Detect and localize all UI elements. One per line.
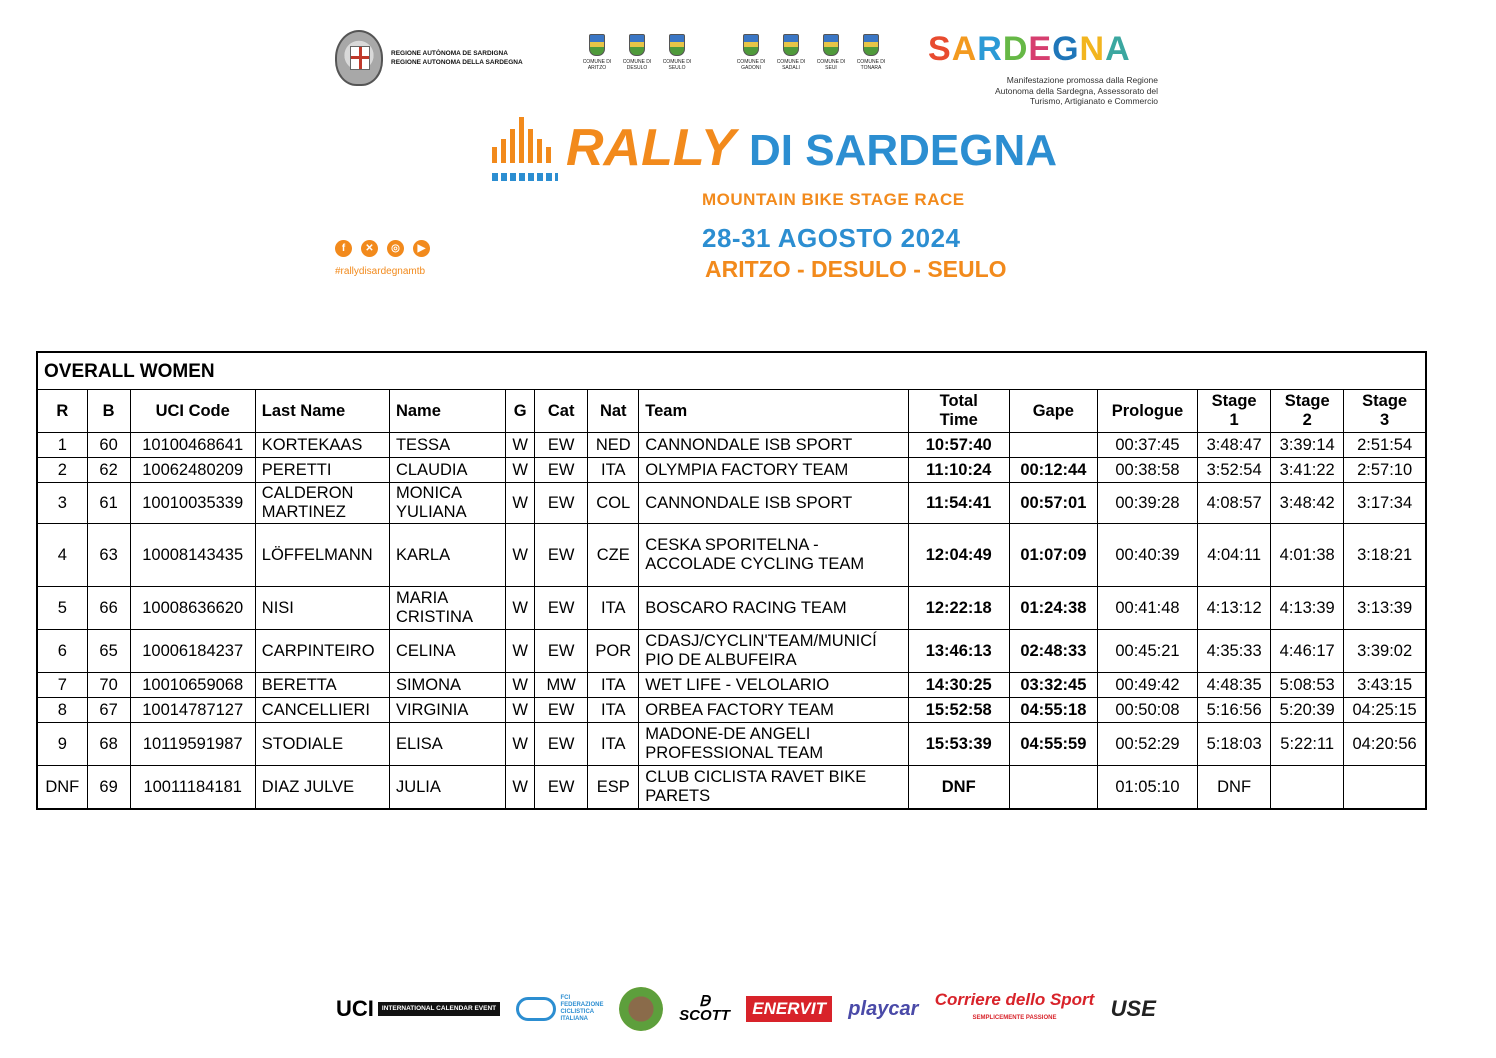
gape-cell: 01:24:38 [1009,587,1097,630]
promo-line: Manifestazione promossa dalla Regione [1006,75,1158,85]
last-name-cell: KORTEKAAS [255,433,389,458]
corriere-word: Corriere dello Sport [934,990,1095,1009]
col-stage-1-line2: 1 [1229,411,1239,429]
promo-line: Turismo, Artigianato e Commercio [1029,96,1158,106]
rank-cell: 4 [37,524,87,587]
last-name-cell: CALDERON MARTINEZ [255,483,389,524]
stage-2-cell: 4:01:38 [1271,524,1344,587]
category-cell: EW [535,698,588,723]
table-title: OVERALL WOMEN [37,352,1426,390]
total-time-cell: 15:52:58 [908,698,1009,723]
gape-cell [1009,433,1097,458]
name-cell: JULIA [389,766,505,810]
bib-cell: 69 [87,766,130,810]
last-name-cell: PERETTI [255,458,389,483]
name-cell: VIRGINIA [389,698,505,723]
corriere-logo [935,991,1095,1027]
category-cell: EW [535,433,588,458]
bib-cell: 70 [87,673,130,698]
table-row [37,524,1426,587]
col-gender: G [506,390,535,433]
coat-of-arms-icon [743,34,759,56]
stage-2-cell: 5:20:39 [1271,698,1344,723]
table-row [37,433,1426,458]
stage-1-cell: 4:35:33 [1198,630,1271,673]
name-cell: ELISA [389,723,505,766]
table-row [37,766,1426,810]
enervit-logo: ENERVIT [746,996,832,1022]
stage-2-cell: 3:48:42 [1271,483,1344,524]
sponsor-bar [336,986,1156,1032]
stage-2-cell: 5:22:11 [1271,723,1344,766]
col-category: Cat [535,390,588,433]
bib-cell: 62 [87,458,130,483]
uci-code-cell: 10006184237 [130,630,255,673]
category-cell: MW [535,673,588,698]
stage-1-cell: 5:18:03 [1198,723,1271,766]
table-row [37,587,1426,630]
stage-2-cell: 3:41:22 [1271,458,1344,483]
nation-cell: CZE [588,524,639,587]
table-row [37,483,1426,524]
social-icons [335,240,430,257]
last-name-cell: BERETTA [255,673,389,698]
stage-1-cell: DNF [1198,766,1271,810]
category-cell: EW [535,524,588,587]
category-cell: EW [535,458,588,483]
comune-gadoni: COMUNE DI GADONI [736,34,766,71]
stage-2-cell [1271,766,1344,810]
uci-calendar-badge: INTERNATIONAL CALENDAR EVENT [378,1002,500,1016]
nation-cell: ITA [588,723,639,766]
uci-code-cell: 10062480209 [130,458,255,483]
uci-word: UCI [336,996,374,1021]
uci-code-cell: 10119591987 [130,723,255,766]
stage-3-cell: 2:51:54 [1344,433,1426,458]
nation-cell: ESP [588,766,639,810]
stage-2-cell: 4:46:17 [1271,630,1344,673]
nation-cell: ITA [588,458,639,483]
prologue-cell: 00:49:42 [1097,673,1197,698]
promotion-note [940,75,1158,107]
comuni-group-1 [582,34,692,71]
gape-cell: 00:57:01 [1009,483,1097,524]
col-total-time-line2: Time [939,411,978,429]
uci-code-cell: 10010035339 [130,483,255,524]
col-total-time-line1: Total [939,392,978,410]
col-rank: R [37,390,87,433]
team-cell: WET LIFE - VELOLARIO [639,673,908,698]
gender-cell: W [506,698,535,723]
rank-cell: 2 [37,458,87,483]
name-cell: MONICA YULIANA [389,483,505,524]
category-cell: EW [535,723,588,766]
stage-1-cell: 4:48:35 [1198,673,1271,698]
gape-cell [1009,766,1097,810]
stage-1-cell: 3:52:54 [1198,458,1271,483]
coat-of-arms-icon [863,34,879,56]
category-cell: EW [535,630,588,673]
fci-bike-icon [516,997,556,1021]
name-cell: KARLA [389,524,505,587]
team-cell: CLUB CICLISTA RAVET BIKE PARETS [639,766,908,810]
last-name-cell: STODIALE [255,723,389,766]
team-cell: CANNONDALE ISB SPORT [639,433,908,458]
scott-word: SCOTT [679,1007,730,1024]
prologue-cell: 00:50:08 [1097,698,1197,723]
scott-logo: Ꟈ SCOTT [679,993,730,1024]
uci-code-cell: 10010659068 [130,673,255,698]
col-stage-1 [1198,390,1271,433]
stage-1-cell: 3:48:47 [1198,433,1271,458]
name-cell: CELINA [389,630,505,673]
table-row [37,458,1426,483]
fci-logo [516,995,602,1023]
gape-cell: 00:12:44 [1009,458,1097,483]
col-team: Team [639,390,908,433]
header-row [37,390,1426,433]
comune-tonara: COMUNE DI TONARA [856,34,886,71]
stage-1-cell: 4:13:12 [1198,587,1271,630]
last-name-cell: LÖFFELMANN [255,524,389,587]
gape-cell: 02:48:33 [1009,630,1097,673]
gender-cell: W [506,723,535,766]
col-stage-2-line1: Stage [1284,392,1330,410]
prologue-cell: 01:05:10 [1097,766,1197,810]
use-logo: USE [1110,996,1156,1021]
stage-3-cell: 04:20:56 [1344,723,1426,766]
comune-sadali: COMUNE DI SADALI [776,34,806,71]
event-title-sardegna: DI SARDEGNA [748,126,1058,175]
category-cell: EW [535,483,588,524]
region-logo [335,28,545,88]
col-bib: B [87,390,130,433]
event-title [566,120,1057,179]
stage-3-cell: 04:25:15 [1344,698,1426,723]
last-name-cell: CARPINTEIRO [255,630,389,673]
hashtag: #rallydisardegnamtb [335,266,426,277]
comune-desulo: COMUNE DI DESULO [622,34,652,71]
table-row [37,673,1426,698]
stage-1-cell: 5:16:56 [1198,698,1271,723]
gender-cell: W [506,483,535,524]
name-cell: TESSA [389,433,505,458]
rank-cell: 3 [37,483,87,524]
gape-cell: 04:55:18 [1009,698,1097,723]
team-cell: BOSCARO RACING TEAM [639,587,908,630]
last-name-cell: NISI [255,587,389,630]
event-title-rally: RALLY [566,119,735,177]
total-time-cell: 12:04:49 [908,524,1009,587]
stage-1-cell: 4:04:11 [1198,524,1271,587]
col-nation: Nat [588,390,639,433]
prologue-cell: 00:52:29 [1097,723,1197,766]
rank-cell: 6 [37,630,87,673]
name-cell: SIMONA [389,673,505,698]
nation-cell: ITA [588,587,639,630]
event-dates: 28-31 AGOSTO 2024 [702,223,961,253]
x-icon[interactable]: ✕ [361,240,378,257]
team-cell: ORBEA FACTORY TEAM [639,698,908,723]
comune-seui: COMUNE DI SEUI [816,34,846,71]
bib-cell: 68 [87,723,130,766]
gape-cell: 01:07:09 [1009,524,1097,587]
rank-cell: 9 [37,723,87,766]
stage-2-cell: 4:13:39 [1271,587,1344,630]
team-cell: CDASJ/CYCLIN'TEAM/MUNICÍ PIO DE ALBUFEIRA [639,630,908,673]
category-cell: EW [535,587,588,630]
table-row [37,723,1426,766]
nation-cell: COL [588,483,639,524]
uci-logo [336,996,500,1022]
gender-cell: W [506,766,535,810]
col-last-name: Last Name [255,390,389,433]
gender-cell: W [506,630,535,673]
col-prologue: Prologue [1097,390,1197,433]
team-cell: OLYMPIA FACTORY TEAM [639,458,908,483]
col-stage-2 [1271,390,1344,433]
event-subtitle: MOUNTAIN BIKE STAGE RACE [702,190,965,209]
last-name-cell: DIAZ JULVE [255,766,389,810]
gender-cell: W [506,433,535,458]
category-cell: EW [535,766,588,810]
total-time-cell: 13:46:13 [908,630,1009,673]
rank-cell: 5 [37,587,87,630]
total-time-cell: 15:53:39 [908,723,1009,766]
team-cell: MADONE-DE ANGELI PROFESSIONAL TEAM [639,723,908,766]
coat-of-arms-icon [823,34,839,56]
playcar-logo: playcar [848,997,919,1020]
rank-cell: 8 [37,698,87,723]
stage-3-cell: 2:57:10 [1344,458,1426,483]
fci-text: FCI FEDERAZIONE CICLISTICA ITALIANA [560,995,604,1022]
park-emblem-icon [619,987,663,1031]
total-time-cell: 14:30:25 [908,673,1009,698]
rank-cell: 7 [37,673,87,698]
stage-3-cell [1344,766,1426,810]
comuni-group-2 [736,34,886,71]
facebook-icon[interactable]: f [335,240,352,257]
coat-of-arms-icon [629,34,645,56]
comune-aritzo: COMUNE DI ARITZO [582,34,612,71]
col-stage-3 [1344,390,1426,433]
last-name-cell: CANCELLIERI [255,698,389,723]
stage-3-cell: 3:18:21 [1344,524,1426,587]
total-time-cell: DNF [908,766,1009,810]
col-gape: Gape [1009,390,1097,433]
prologue-cell: 00:38:58 [1097,458,1197,483]
gender-cell: W [506,524,535,587]
bib-cell: 61 [87,483,130,524]
event-towns: ARITZO - DESULO - SEULO [705,256,1007,282]
nation-cell: POR [588,630,639,673]
name-cell: MARIA CRISTINA [389,587,505,630]
stage-2-cell: 3:39:14 [1271,433,1344,458]
col-stage-1-line1: Stage [1211,392,1257,410]
stage-3-cell: 3:17:34 [1344,483,1426,524]
stage-3-cell: 3:13:39 [1344,587,1426,630]
total-time-cell: 12:22:18 [908,587,1009,630]
bib-cell: 67 [87,698,130,723]
uci-code-cell: 10008636620 [130,587,255,630]
youtube-icon[interactable]: ▶ [413,240,430,257]
col-name: Name [389,390,505,433]
name-cell: CLAUDIA [389,458,505,483]
stage-2-cell: 5:08:53 [1271,673,1344,698]
corriere-tagline: SEMPLICEMENTE PASSIONE [972,1015,1057,1021]
table-row [37,630,1426,673]
uci-code-cell: 10014787127 [130,698,255,723]
region-crest-icon [335,30,383,86]
team-cell: CESKA SPORITELNA - ACCOLADE CYCLING TEAM [639,524,908,587]
coat-of-arms-icon [589,34,605,56]
uci-code-cell: 10100468641 [130,433,255,458]
total-time-cell: 11:54:41 [908,483,1009,524]
bib-cell: 65 [87,630,130,673]
nation-cell: ITA [588,698,639,723]
comune-seulo: COMUNE DI SEULO [662,34,692,71]
nation-cell: NED [588,433,639,458]
col-stage-3-line2: 3 [1380,411,1390,429]
team-cell: CANNONDALE ISB SPORT [639,483,908,524]
bib-cell: 66 [87,587,130,630]
prologue-cell: 00:39:28 [1097,483,1197,524]
bib-cell: 63 [87,524,130,587]
uci-code-cell: 10011184181 [130,766,255,810]
bib-cell: 60 [87,433,130,458]
rank-cell: DNF [37,766,87,810]
gender-cell: W [506,673,535,698]
prologue-cell: 00:41:48 [1097,587,1197,630]
col-stage-3-line1: Stage [1362,392,1408,410]
stage-1-cell: 4:08:57 [1198,483,1271,524]
stage-3-cell: 3:39:02 [1344,630,1426,673]
gender-cell: W [506,587,535,630]
promo-line: Autonoma della Sardegna, Assessorato del [994,85,1158,96]
coat-of-arms-icon [783,34,799,56]
results-table [36,351,1427,810]
gape-cell: 04:55:59 [1009,723,1097,766]
region-name-italian: REGIONE AUTONOMA DELLA SARDEGNA [391,59,523,66]
stage-3-cell: 3:43:15 [1344,673,1426,698]
prologue-cell: 00:37:45 [1097,433,1197,458]
table-row [37,698,1426,723]
sardegna-logo: SARDEGNA [928,30,1131,68]
rank-cell: 1 [37,433,87,458]
instagram-icon[interactable]: ◎ [387,240,404,257]
gape-cell: 03:32:45 [1009,673,1097,698]
region-name-sardinian: REGIONE AUTÒNOMA DE SARDIGNA [391,50,508,57]
rally-bars-icon [492,113,558,181]
total-time-cell: 10:57:40 [908,433,1009,458]
prologue-cell: 00:40:39 [1097,524,1197,587]
coat-of-arms-icon [669,34,685,56]
col-stage-2-line2: 2 [1302,411,1312,429]
uci-code-cell: 10008143435 [130,524,255,587]
col-total-time [908,390,1009,433]
total-time-cell: 11:10:24 [908,458,1009,483]
gender-cell: W [506,458,535,483]
col-uci-code: UCI Code [130,390,255,433]
prologue-cell: 00:45:21 [1097,630,1197,673]
nation-cell: ITA [588,673,639,698]
